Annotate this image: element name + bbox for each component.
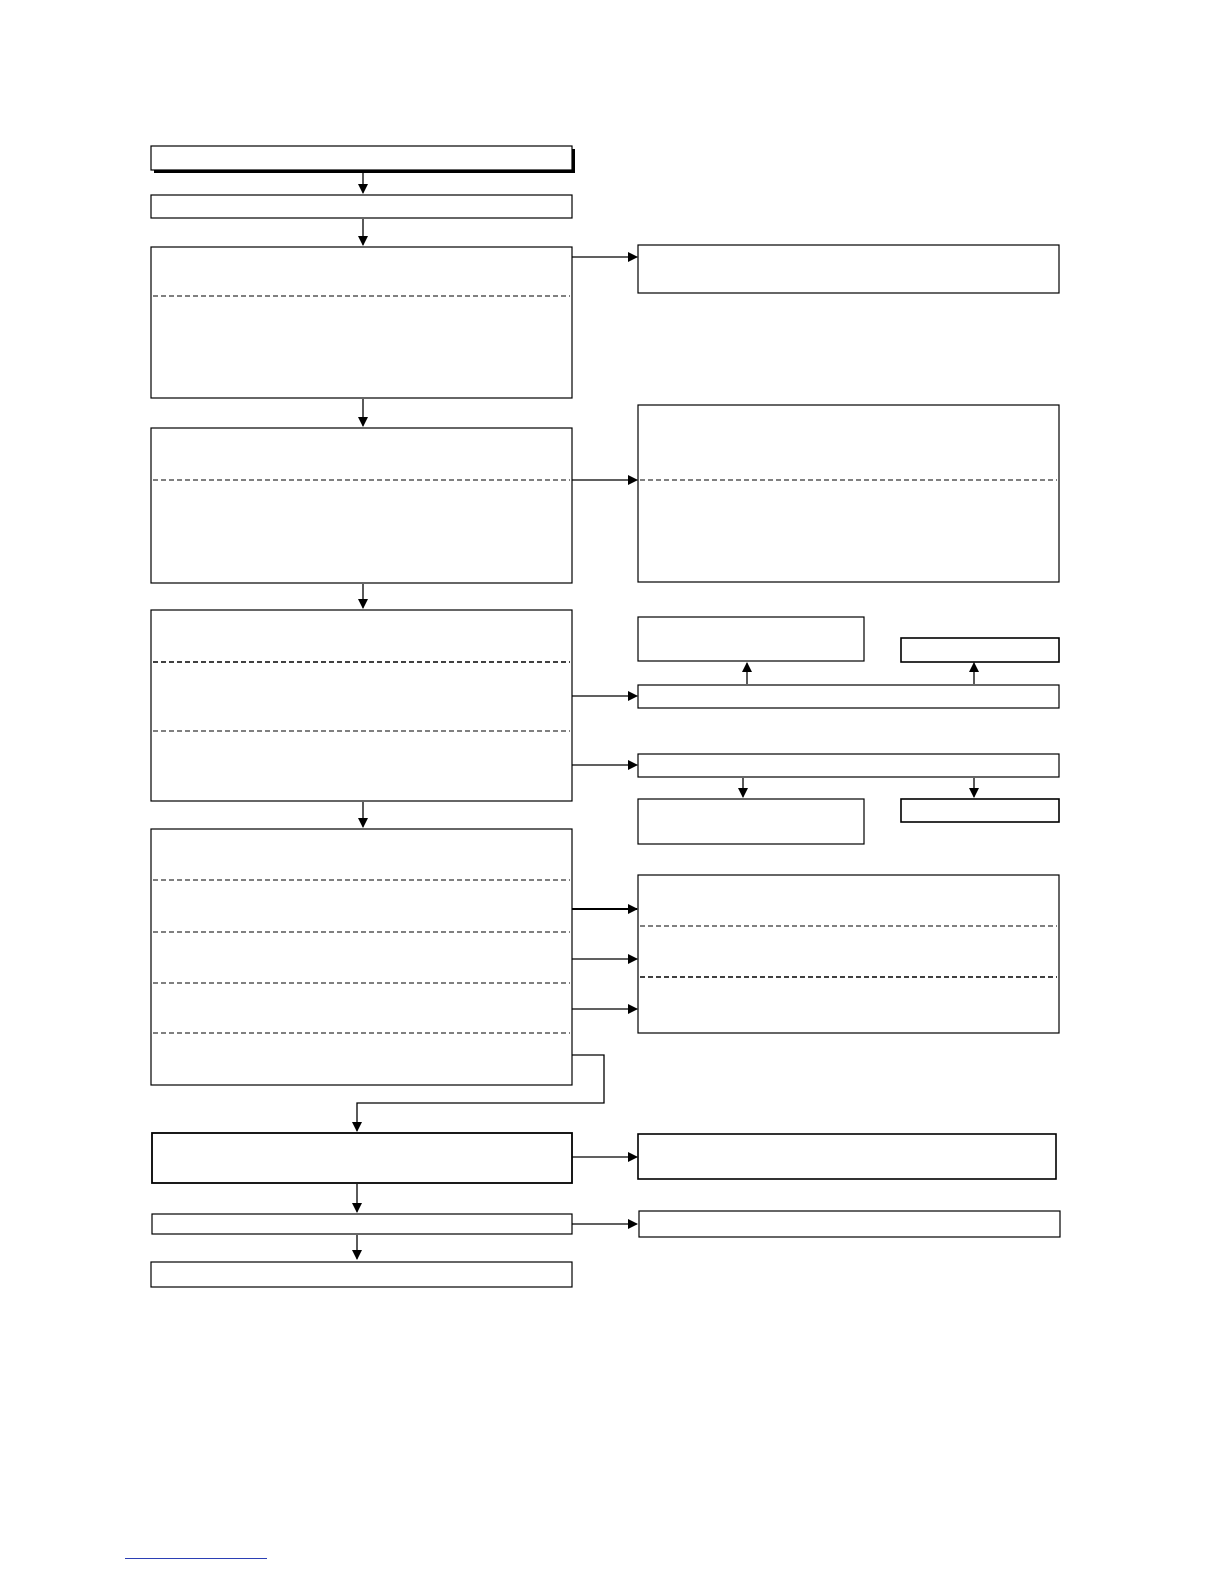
- branch-a-box: [638, 685, 1059, 708]
- step-1-box: [151, 195, 572, 218]
- branch-b-right-box: [901, 799, 1059, 822]
- branch-a-right-box: [901, 638, 1059, 662]
- step-7-box: [152, 1214, 572, 1234]
- branch-b-box: [638, 754, 1059, 777]
- step-8-box: [151, 1262, 572, 1287]
- footer-rule: [125, 1558, 267, 1559]
- step-3-note-box: [638, 405, 1059, 582]
- branch-b-left-box: [638, 799, 864, 844]
- step-5-box: [151, 829, 572, 1085]
- step-2-note-box: [638, 245, 1059, 293]
- step-4-box: [151, 610, 572, 801]
- step-6-box: [152, 1133, 572, 1183]
- step-2-box: [151, 247, 572, 398]
- step-3-box: [151, 428, 572, 583]
- branch-a-left-box: [638, 617, 864, 661]
- step-7-note-box: [639, 1211, 1060, 1237]
- step-6-note-box: [638, 1134, 1056, 1179]
- step-5-note-box: [638, 875, 1059, 1033]
- header-bar: [151, 146, 572, 170]
